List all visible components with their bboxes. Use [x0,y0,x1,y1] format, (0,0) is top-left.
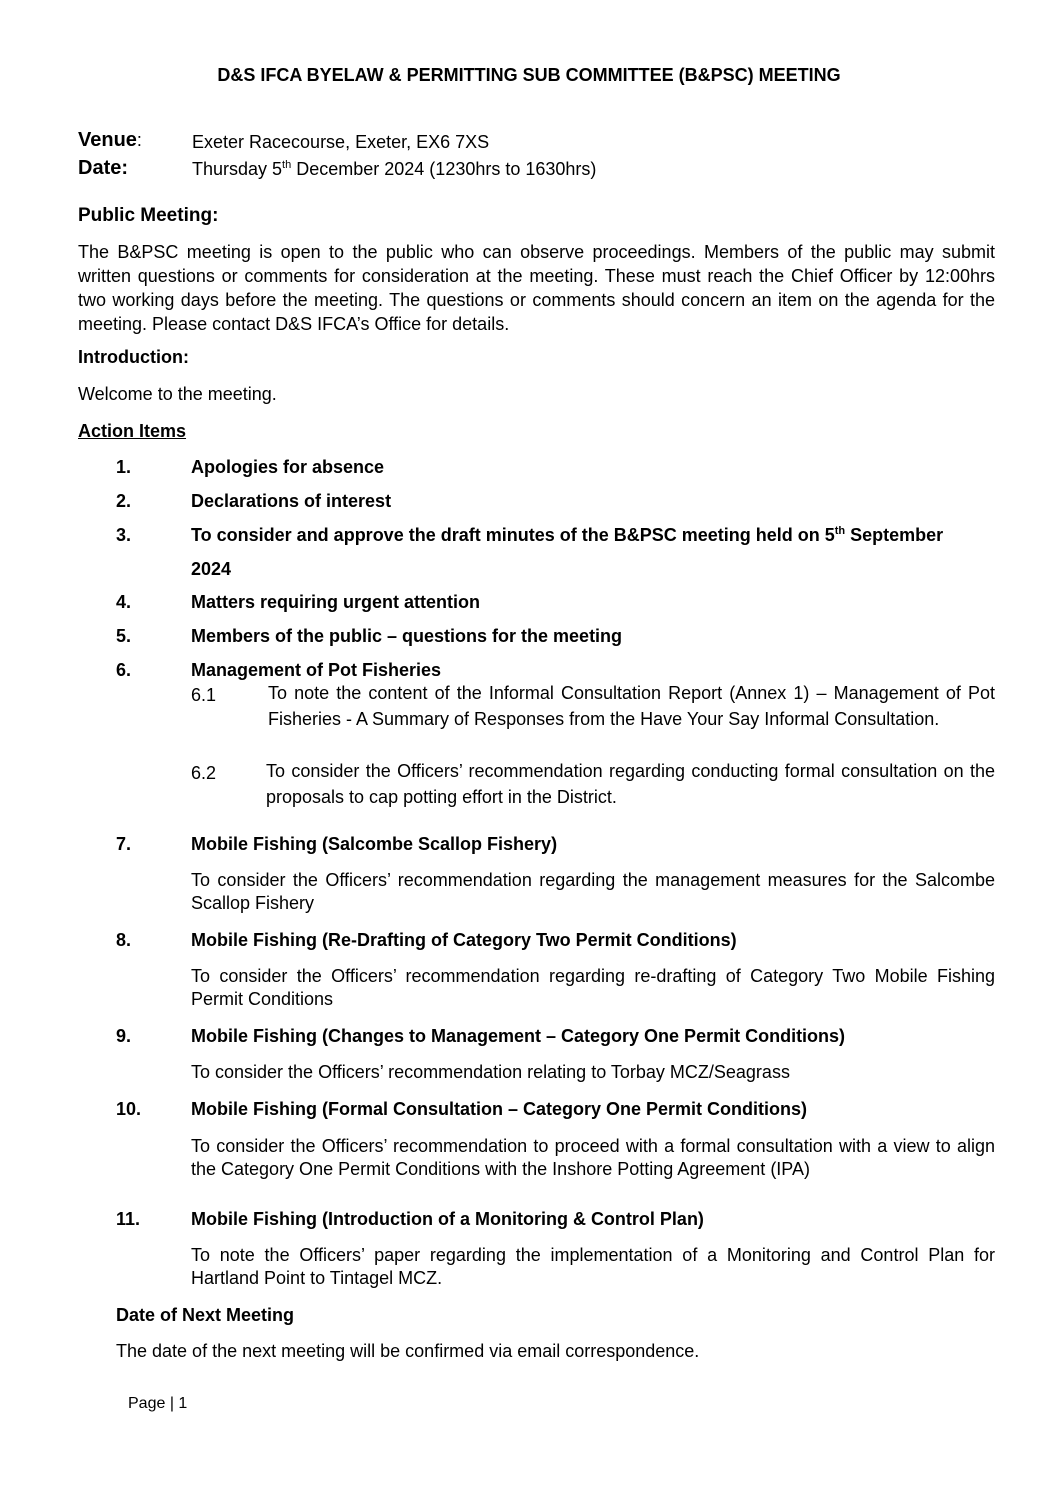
subitem-number: 6.1 [191,685,217,705]
subitem-text: To note the content of the Informal Consultation Report (Annex 1) – Management of Pot Fisheries - A Summary of Responses from the Have Your Say Informal Consultation. [268,683,995,729]
next-meeting-text: The date of the next meeting will be confirmed via email correspondence. [116,1341,700,1361]
date-value-sup: th [282,159,292,171]
item-number: 11. [116,1209,141,1229]
item-number: 7. [116,834,132,854]
subitem-number: 6.2 [191,763,217,783]
item-title [191,524,943,547]
item-title-line2: 2024 [191,559,232,579]
date-value [192,158,596,181]
item-number: 2. [116,491,132,511]
item-title: Mobile Fishing (Salcombe Scallop Fishery) [191,834,558,854]
item-description: To consider the Officers’ recommendation regarding the management measures for the Salcombe Scallop Fishery [191,870,995,913]
action-items-heading: Action Items [78,421,187,441]
item-title-post: September [845,525,944,545]
item-number: 3. [116,525,132,545]
introduction-heading: Introduction: [78,347,189,367]
item-description: To note the Officers’ paper regarding the implementation of a Monitoring and Control Plan for Hartland Point to Tintagel MCZ. [191,1245,995,1288]
item-number: 6. [116,660,132,680]
next-meeting-heading: Date of Next Meeting [116,1305,295,1325]
date-value-pre: Thursday 5 [192,159,283,179]
item-title: Management of Pot Fisheries [191,660,442,680]
venue-value: Exeter Racecourse, Exeter, EX6 7XS [192,132,490,152]
item-number: 5. [116,626,132,646]
venue-label-group [78,129,142,152]
introduction-text: Welcome to the meeting. [78,384,277,404]
item-description: To consider the Officers’ recommendation regarding re-drafting of Category Two Mobile Fishing Permit Conditions [191,966,995,1009]
item-title: Members of the public – questions for the meeting [191,626,623,646]
item-title: Declarations of interest [191,491,392,511]
item-number: 9. [116,1026,132,1046]
item-title: Matters requiring urgent attention [191,592,481,612]
document-title: D&S IFCA BYELAW & PERMITTING SUB COMMITTEE (B&PSC) MEETING [217,65,841,85]
item-title-pre: To consider and approve the draft minutes of the B&PSC meeting held on 5 [191,525,835,545]
item-description: To consider the Officers’ recommendation to proceed with a formal consultation with a view to align the Category One Permit Conditions with the Inshore Potting Agreement (IPA) [191,1136,995,1179]
item-number: 10. [116,1099,142,1119]
subitem-text: To consider the Officers’ recommendation regarding conducting formal consultation on the proposals to cap potting effort in the District. [266,761,995,807]
date-label: Date: [78,157,129,179]
item-title-sup: th [834,525,846,537]
item-number: 4. [116,592,132,612]
item-title: Mobile Fishing (Introduction of a Monitoring & Control Plan) [191,1209,704,1229]
item-number: 8. [116,930,132,950]
venue-label: Venue [78,129,137,151]
item-title: Mobile Fishing (Changes to Management – Category One Permit Conditions) [191,1026,846,1046]
item-description: To consider the Officers’ recommendation relating to Torbay MCZ/Seagrass [191,1062,790,1082]
item-title: Apologies for absence [191,457,385,477]
date-value-post: December 2024 (1230hrs to 1630hrs) [291,159,597,179]
item-number: 1. [116,457,132,477]
public-meeting-text: The B&PSC meeting is open to the public who can observe proceedings. Members of the public may submit written questions or comments for consideration at the meeting. These must reach the Chief Officer by 12:00hrs two working days before the meeting. The questions or comments should concern an item on the agenda for the meeting. Please contact D&S IFCA’s Office for details. [78,242,995,334]
item-title: Mobile Fishing (Re-Drafting of Category Two Permit Conditions) [191,930,737,950]
page-number-footer: Page | 1 [128,1395,188,1412]
venue-colon: : [136,130,142,150]
public-meeting-heading: Public Meeting: [78,205,219,226]
item-title: Mobile Fishing (Formal Consultation – Category One Permit Conditions) [191,1099,808,1119]
